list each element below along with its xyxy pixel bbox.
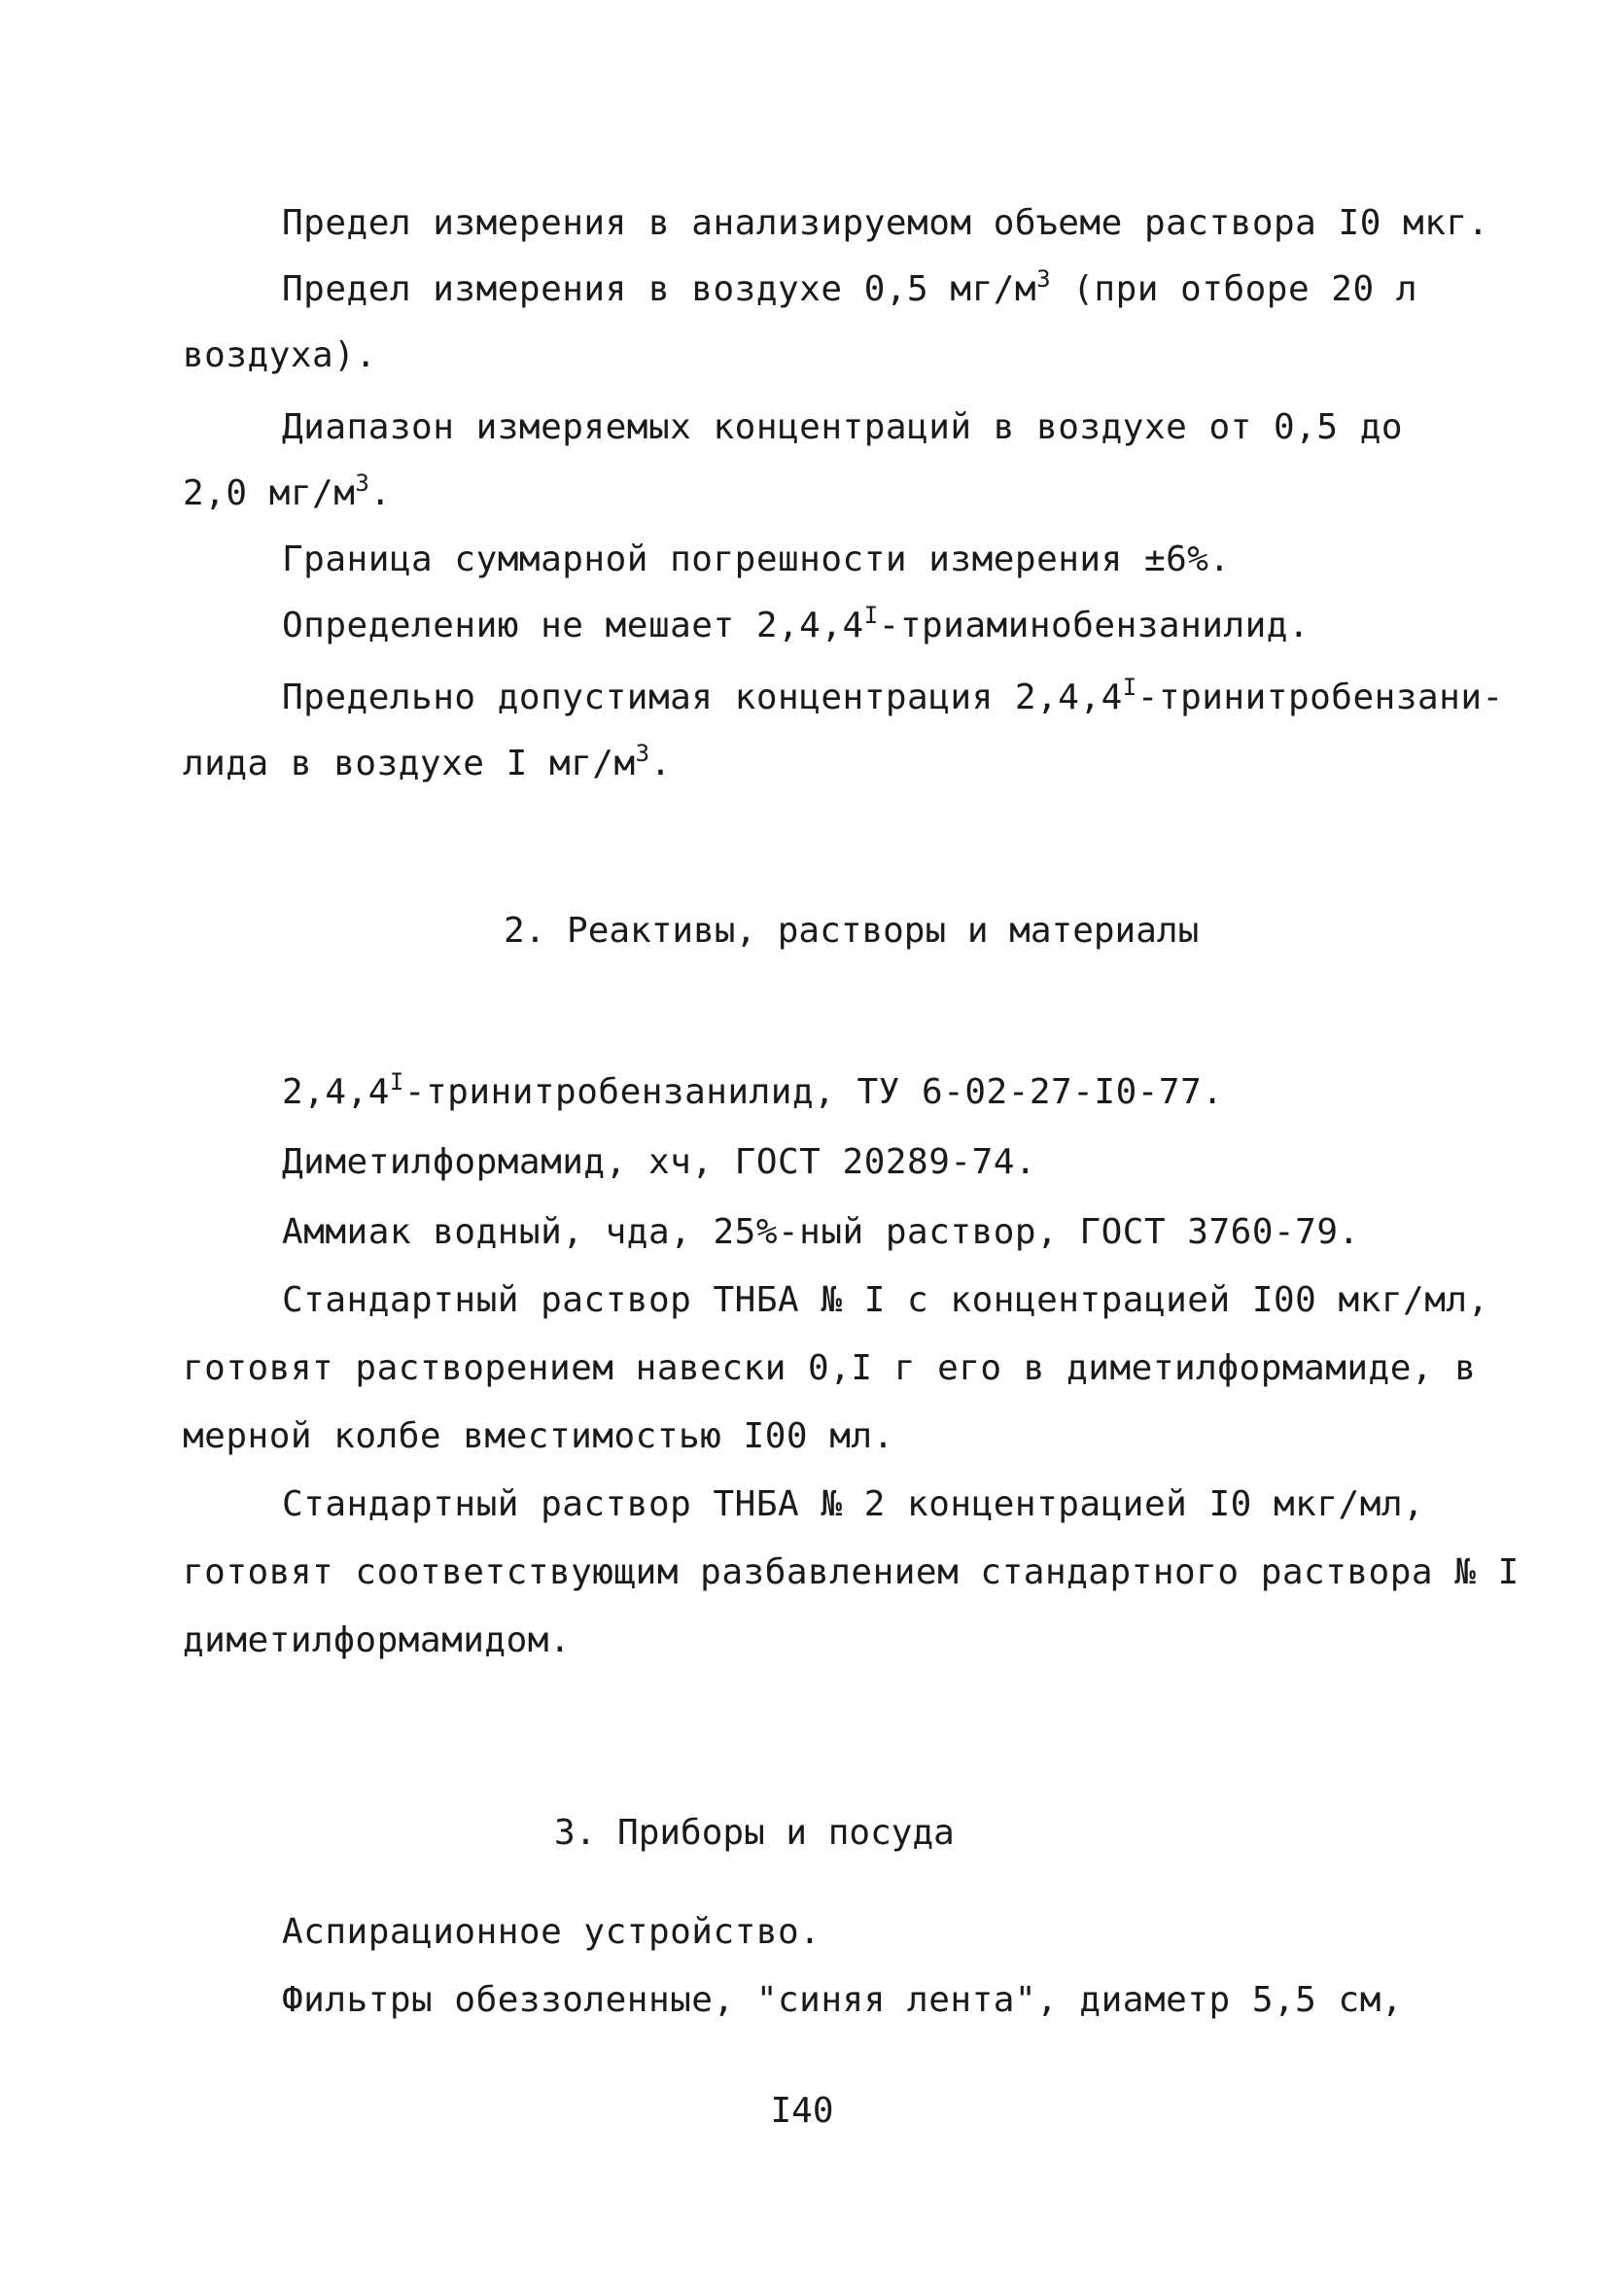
instrument-aspirator: Аспирационное устройство. [282,1912,821,1952]
paragraph-error-bound: Граница суммарной погрешности измерения ±6%. [282,539,1231,579]
paragraph-measurement-limit-solution: Предел измерения в анализируемом объеме раствора I0 мкг. [282,203,1489,243]
standard-solution-2: Стандартный раствор ТНБА № 2 концентрацией I0 мкг/мл, [282,1484,1425,1524]
reagent-dimethylformamide: Диметилформамид, хч, ГОСТ 20289-74. [282,1142,1037,1182]
paragraph-concentration-range-cont: 2,0 $мг/м^3$. [183,470,392,513]
standard-solution-1-cont-a: готовят растворением навески 0,I г его в диметилформамиде, в [183,1348,1477,1388]
paragraph-concentration-range: Диапазон измеряемых концентраций в воздухе от 0,5 до [282,407,1404,447]
section-heading-reagents: 2. Реактивы, растворы и материалы [504,911,1200,951]
standard-solution-2-cont-b: диметилформамидом. [183,1620,572,1660]
instrument-filters: Фильтры обеззоленные, "синяя лента", диаметр 5,5 см, [282,1980,1404,2020]
standard-solution-1: Стандартный раствор ТНБА № I с концентрацией I00 мкг/мл, [282,1280,1489,1320]
standard-solution-2-cont-a: готовят соответствующим разбавлением стандартного раствора № I [183,1552,1520,1592]
paragraph-no-interference: Определению не мешает $2,4,4^I$-триаминобензанилид. [282,602,1311,645]
reagent-tnba: $2,4,4^I$-тринитробензанилид, ТУ 6-02-27-I0-77. [282,1068,1224,1112]
reagent-ammonia: Аммиак водный, чда, 25%-ный раствор, ГОСТ 3760-79. [282,1212,1360,1252]
paragraph-max-concentration: Предельно допустимая концентрация $2,4,4^I-тринитробензани-$ [282,674,1504,717]
paragraph-measurement-limit-air-cont: воздуха). [183,335,377,375]
section-heading-instruments: 3. Приборы и посуда [554,1813,955,1853]
standard-solution-1-cont-b: мерной колбе вместимостью I00 мл. [183,1416,894,1456]
paragraph-max-concentration-cont: лида в воздухе I $мг/м^3$. [183,740,672,783]
paragraph-measurement-limit-air: Предел измерения в воздухе 0,5 $мг/м^3$ (при отборе 20 л [282,265,1418,309]
page-number: I40 [770,2091,834,2131]
